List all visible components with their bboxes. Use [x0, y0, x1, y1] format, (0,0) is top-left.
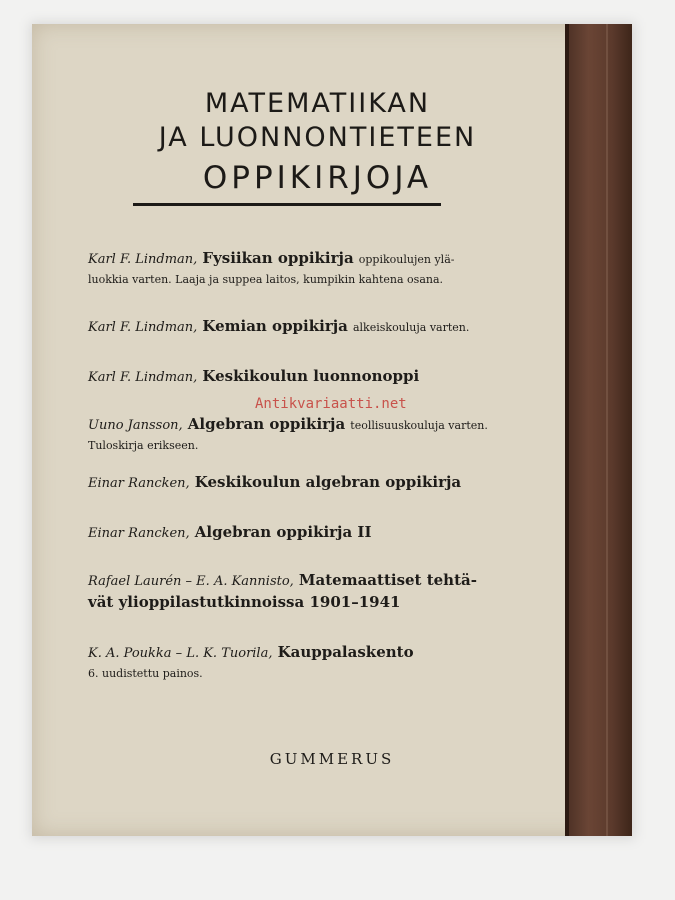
entry-author: Karl F. Lindman,	[88, 252, 198, 267]
entry-note: oppikoulujen ylä-	[358, 253, 455, 266]
heading-line-2: JA LUONNONTIETEEN	[158, 122, 477, 153]
entry-author: Einar Rancken,	[88, 526, 190, 541]
entry-note: alkeiskouluja varten.	[352, 321, 470, 334]
entry-note-line: Tuloskirja erikseen.	[88, 439, 199, 452]
entry-author: Uuno Jansson,	[88, 418, 183, 433]
entry-note-line: luokkia varten. Laaja ja suppea laitos, kumpikin kahtena osana.	[88, 273, 444, 286]
entry-author: Rafael Laurén – E. A. Kannisto,	[88, 574, 294, 589]
entry-title: Kauppalaskento	[277, 643, 414, 661]
book-entry	[88, 316, 548, 338]
book-entry	[88, 642, 548, 684]
heading-underline	[133, 203, 441, 206]
entry-title: Algebran oppikirja	[187, 415, 346, 433]
entry-author: Karl F. Lindman,	[88, 370, 198, 385]
entry-title: Algebran oppikirja II	[194, 523, 372, 541]
book-entry	[88, 472, 548, 494]
heading-line-3: OPPIKIRJOJA	[202, 160, 433, 196]
entry-note: teollisuuskouluja varten.	[350, 419, 488, 432]
entry-title-line: vät ylioppilastutkinnoissa 1901–1941	[88, 593, 401, 611]
entry-author: K. A. Poukka – L. K. Tuorila,	[88, 646, 273, 661]
book-entry	[88, 414, 548, 456]
book-entry	[88, 366, 548, 388]
entry-title: Kemian oppikirja	[202, 317, 348, 335]
book-entry	[88, 522, 548, 544]
entry-title: Fysiikan oppikirja	[202, 249, 354, 267]
book-entry	[88, 570, 548, 612]
entry-author: Karl F. Lindman,	[88, 320, 198, 335]
entry-title: Keskikoulun luonnonoppi	[202, 367, 420, 385]
entry-author: Einar Rancken,	[88, 476, 190, 491]
book-entry	[88, 248, 548, 290]
watermark-text: Antikvariaatti.net	[255, 396, 407, 412]
publisher-name: GUMMERUS	[269, 750, 395, 768]
entry-title: Matemaattiset tehtä-	[298, 571, 477, 589]
entry-note-line: 6. uudistettu painos.	[88, 667, 203, 680]
heading-line-1: MATEMATIIKAN	[204, 88, 431, 119]
entry-title: Keskikoulun algebran oppikirja	[194, 473, 462, 491]
